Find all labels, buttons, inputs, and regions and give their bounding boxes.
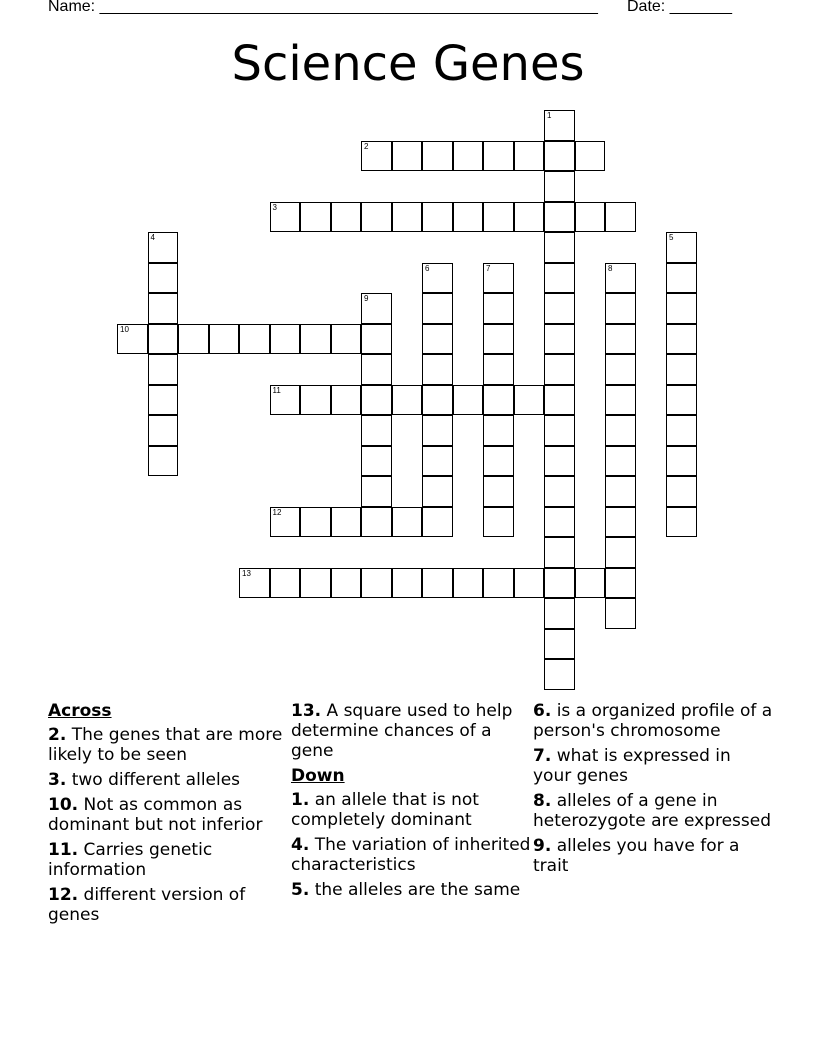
grid-cell[interactable] <box>605 415 636 446</box>
grid-cell[interactable] <box>605 537 636 568</box>
grid-cell[interactable] <box>544 171 575 202</box>
grid-cell[interactable] <box>575 202 606 233</box>
grid-cell[interactable] <box>544 141 575 172</box>
grid-cell[interactable] <box>239 568 270 599</box>
grid-cell[interactable] <box>422 568 453 599</box>
grid-cell[interactable] <box>666 476 697 507</box>
grid-cell[interactable] <box>392 385 423 416</box>
grid-cell[interactable] <box>483 385 514 416</box>
grid-cell[interactable] <box>544 202 575 233</box>
grid-cell[interactable] <box>666 232 697 263</box>
grid-cell[interactable] <box>666 263 697 294</box>
grid-cell[interactable] <box>483 293 514 324</box>
clue-down-8: 8. alleles of a gene in heterozygote are expressed <box>533 791 772 831</box>
grid-cell[interactable] <box>361 354 392 385</box>
grid-cell[interactable] <box>422 446 453 477</box>
grid-cell[interactable] <box>544 507 575 538</box>
grid-cell[interactable] <box>605 476 636 507</box>
grid-cell[interactable] <box>361 476 392 507</box>
grid-cell[interactable] <box>148 263 179 294</box>
grid-cell[interactable] <box>422 141 453 172</box>
grid-cell[interactable] <box>605 568 636 599</box>
grid-cell[interactable] <box>361 415 392 446</box>
grid-cell[interactable] <box>422 293 453 324</box>
grid-cell[interactable] <box>483 263 514 294</box>
grid-cell[interactable] <box>331 568 362 599</box>
cell-number: 12 <box>272 507 282 517</box>
grid-cell[interactable] <box>300 507 331 538</box>
grid-cell[interactable] <box>483 141 514 172</box>
grid-cell[interactable] <box>483 507 514 538</box>
clue-across-2: 2. The genes that are more likely to be seen <box>48 725 283 765</box>
grid-cell[interactable] <box>544 537 575 568</box>
grid-cell[interactable] <box>483 476 514 507</box>
clue-across-3: 3. two different alleles <box>48 770 241 790</box>
grid-cell[interactable] <box>270 507 301 538</box>
cell-number: 11 <box>272 385 281 395</box>
grid-cell[interactable] <box>270 385 301 416</box>
cell-number: 6 <box>425 263 430 273</box>
grid-cell[interactable] <box>361 446 392 477</box>
down-heading: Down <box>291 766 345 786</box>
grid-cell[interactable] <box>361 507 392 538</box>
grid-cell[interactable] <box>270 324 301 355</box>
grid-cell[interactable] <box>544 324 575 355</box>
clues-column-2 <box>291 701 531 905</box>
grid-cell[interactable] <box>666 507 697 538</box>
clue-down-6: 6. is a organized profile of a person's chromosome <box>533 701 773 741</box>
grid-cell[interactable] <box>605 446 636 477</box>
grid-cell[interactable] <box>300 385 331 416</box>
clue-across-11: 11. Carries genetic information <box>48 840 213 880</box>
cell-number: 3 <box>272 202 277 212</box>
grid-cell[interactable] <box>422 507 453 538</box>
grid-cell[interactable] <box>117 324 148 355</box>
grid-cell[interactable] <box>422 354 453 385</box>
grid-cell[interactable] <box>483 446 514 477</box>
grid-cell[interactable] <box>544 354 575 385</box>
grid-cell[interactable] <box>483 415 514 446</box>
cell-number: 13 <box>242 568 251 578</box>
clue-down-5: 5. the alleles are the same <box>291 880 521 900</box>
cell-number: 4 <box>150 233 155 242</box>
clue-down-9: 9. alleles you have for a trait <box>533 836 740 876</box>
grid-cell[interactable] <box>666 385 697 416</box>
grid-cell[interactable] <box>209 324 240 355</box>
page-title: Science Genes <box>231 36 585 92</box>
grid-cell[interactable] <box>422 476 453 507</box>
grid-cell[interactable] <box>148 354 179 385</box>
grid-cell[interactable] <box>666 446 697 477</box>
grid-cell[interactable] <box>483 202 514 233</box>
grid-cell[interactable] <box>514 202 545 233</box>
grid-cell[interactable] <box>422 385 453 416</box>
grid-cell[interactable] <box>483 568 514 599</box>
grid-cell[interactable] <box>605 263 636 294</box>
grid-cell[interactable] <box>514 385 545 416</box>
date-field[interactable]: Date: _______ <box>627 0 732 15</box>
grid-cell[interactable] <box>331 202 362 233</box>
grid-cell[interactable] <box>422 324 453 355</box>
grid-cell[interactable] <box>544 446 575 477</box>
grid-cell[interactable] <box>148 385 179 416</box>
grid-cell[interactable] <box>544 629 575 660</box>
grid-cell[interactable] <box>300 568 331 599</box>
clues-column-3 <box>533 701 773 881</box>
grid-cell[interactable] <box>666 354 697 385</box>
grid-cell[interactable] <box>605 507 636 538</box>
cell-number: 8 <box>608 263 613 273</box>
grid-cell[interactable] <box>331 507 362 538</box>
grid-cell[interactable] <box>544 598 575 629</box>
grid-cell[interactable] <box>575 141 606 172</box>
grid-cell[interactable] <box>148 446 179 477</box>
grid-cell[interactable] <box>361 324 392 355</box>
grid-cell[interactable] <box>148 232 179 263</box>
grid-cell[interactable] <box>361 141 392 172</box>
grid-cell[interactable] <box>300 202 331 233</box>
grid-cell[interactable] <box>666 324 697 355</box>
grid-cell[interactable] <box>483 354 514 385</box>
grid-cell[interactable] <box>392 202 423 233</box>
grid-cell[interactable] <box>361 568 392 599</box>
grid-cell[interactable] <box>544 659 575 690</box>
grid-cell[interactable] <box>422 415 453 446</box>
grid-cell[interactable] <box>453 385 484 416</box>
grid-cell[interactable] <box>544 293 575 324</box>
grid-cell[interactable] <box>666 293 697 324</box>
grid-cell[interactable] <box>666 415 697 446</box>
grid-cell[interactable] <box>148 293 179 324</box>
name-field[interactable]: Name: ________________________________________________________ <box>48 0 598 15</box>
grid-cell[interactable] <box>514 568 545 599</box>
clue-down-4: 4. The variation of inherited characteristics <box>291 835 531 875</box>
cell-number: 5 <box>669 233 674 242</box>
cell-number: 9 <box>364 294 369 303</box>
grid-cell[interactable] <box>300 324 331 355</box>
grid-cell[interactable] <box>392 568 423 599</box>
cell-number: 7 <box>486 263 491 273</box>
grid-cell[interactable] <box>239 324 270 355</box>
grid-cell[interactable] <box>361 385 392 416</box>
grid-cell[interactable] <box>605 324 636 355</box>
clue-across-10: 10. Not as common as dominant but not inferior <box>48 795 263 835</box>
clue-down-7: 7. what is expressed in your genes <box>533 746 731 786</box>
grid-cell[interactable] <box>270 202 301 233</box>
grid-cell[interactable] <box>422 263 453 294</box>
grid-cell[interactable] <box>544 476 575 507</box>
grid-cell[interactable] <box>605 202 636 233</box>
cell-number: 10 <box>120 324 129 334</box>
grid-cell[interactable] <box>361 202 392 233</box>
grid-cell[interactable] <box>453 568 484 599</box>
grid-cell[interactable] <box>148 324 179 355</box>
grid-cell[interactable] <box>422 202 453 233</box>
grid-cell[interactable] <box>361 293 392 324</box>
grid-cell[interactable] <box>544 232 575 263</box>
clue-across-12: 12. different version of genes <box>48 885 246 925</box>
grid-cell[interactable] <box>605 385 636 416</box>
grid-cell[interactable] <box>605 598 636 629</box>
grid-cell[interactable] <box>514 141 545 172</box>
clues-column-1 <box>48 701 288 930</box>
grid-cell[interactable] <box>483 324 514 355</box>
cell-number: 1 <box>547 111 552 120</box>
across-heading: Across <box>48 701 112 721</box>
grid-cell[interactable] <box>392 141 423 172</box>
grid-cell[interactable] <box>605 293 636 324</box>
cell-number: 2 <box>364 141 369 151</box>
grid-cell[interactable] <box>453 202 484 233</box>
grid-cell[interactable] <box>544 568 575 599</box>
grid-cell[interactable] <box>544 110 575 141</box>
grid-cell[interactable] <box>544 263 575 294</box>
grid-cell[interactable] <box>605 354 636 385</box>
grid-cell[interactable] <box>148 415 179 446</box>
grid-cell[interactable] <box>575 568 606 599</box>
grid-cell[interactable] <box>178 324 209 355</box>
grid-cell[interactable] <box>331 324 362 355</box>
grid-cell[interactable] <box>331 385 362 416</box>
grid-cell[interactable] <box>544 415 575 446</box>
grid-cell[interactable] <box>392 507 423 538</box>
clue-down-1: 1. an allele that is not completely dominant <box>291 790 479 830</box>
clue-across-13: 13. A square used to help determine chances of a gene <box>291 701 513 761</box>
grid-cell[interactable] <box>544 385 575 416</box>
grid-cell[interactable] <box>453 141 484 172</box>
grid-cell[interactable] <box>270 568 301 599</box>
